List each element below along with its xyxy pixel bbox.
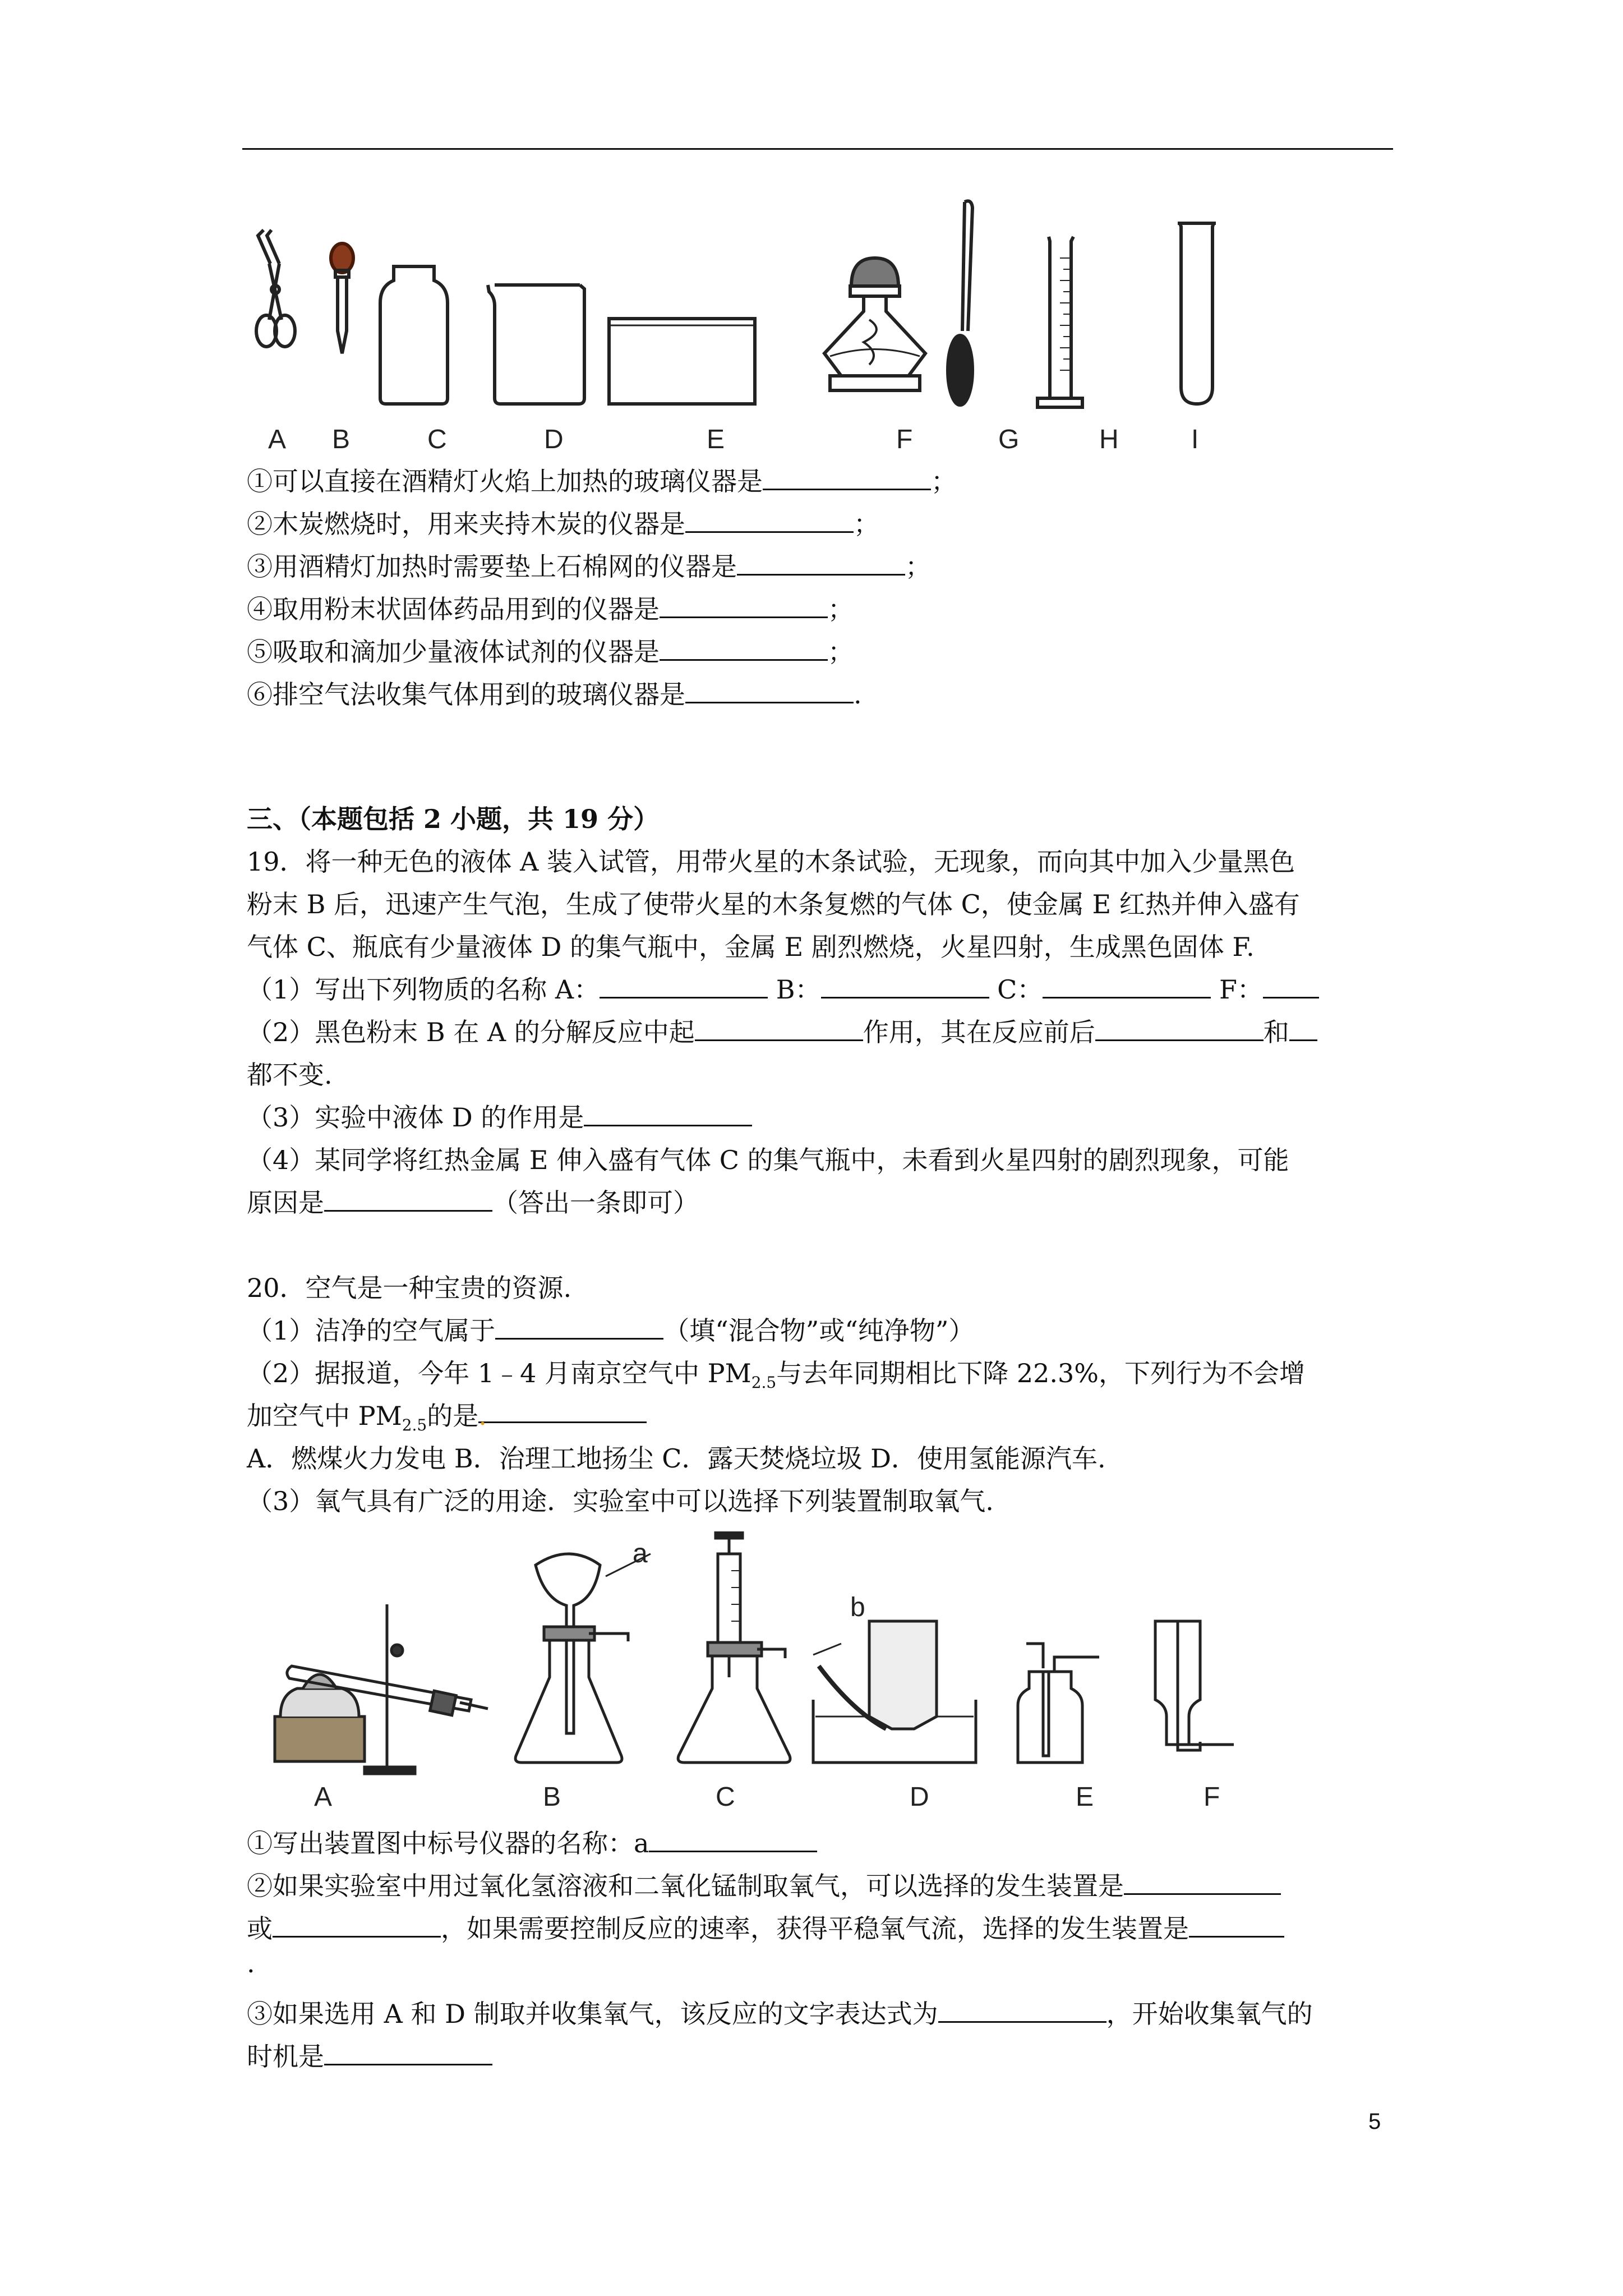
apparatus-figure	[247, 1531, 1290, 1795]
answer-blank[interactable]	[1189, 1913, 1284, 1938]
q20-options: A．燃煤火力发电 B．治理工地扬尘 C．露天焚烧垃圾 D．使用氢能源汽车.	[247, 1443, 1106, 1474]
fig2-label-f: F	[1204, 1782, 1220, 1812]
answer-blank[interactable]	[821, 974, 989, 999]
medicine-spoon-icon	[948, 201, 972, 405]
q19-part-1: （1）写出下列物质的名称 A： B： C： F：	[247, 973, 1319, 1006]
answer-blank[interactable]	[1043, 974, 1211, 999]
q18-item-2: ②木炭燃烧时，用来夹持木炭的仪器是 ；	[247, 509, 879, 539]
crucible-tongs-icon	[256, 230, 295, 347]
fig2-label-c: C	[716, 1782, 735, 1812]
fig2-label-e: E	[1076, 1782, 1094, 1812]
fig2-callout-a: a	[633, 1539, 648, 1568]
answer-blank[interactable]	[600, 974, 768, 999]
fig1-label-c: C	[427, 425, 447, 454]
q20-sub-3-cont: 时机是	[247, 2040, 492, 2073]
answer-blank[interactable]	[685, 679, 854, 703]
fig1-label-a: A	[268, 425, 287, 454]
q20-stem: 20．空气是一种宝贵的资源.	[247, 1273, 572, 1303]
answer-blank[interactable]	[938, 1999, 1106, 2023]
q20-sub-1: ①写出装置图中标号仪器的名称：a	[247, 1826, 817, 1860]
q20-part-2: （2）据报道，今年 1﹣4 月南京空气中 $PM_{2.5}$与去年同期相比下降 22.3%，下列行为不会增	[247, 1358, 1306, 1392]
answer-blank[interactable]	[324, 2041, 492, 2065]
q18-item-3: ③用酒精灯加热时需要垫上石棉网的仪器是 ；	[247, 551, 931, 582]
answer-blank[interactable]	[1263, 974, 1319, 999]
q20-sub-2-cont: 或 ，如果需要控制反应的速率，获得平稳氧气流，选择的发生装置是	[247, 1912, 1284, 1945]
q19-part-4: （4）某同学将红热金属 E 伸入盛有气体 C 的集气瓶中，未看到火星四射的剧烈现象，可能	[247, 1145, 1289, 1175]
q20-sub-2-end: .	[247, 1948, 255, 1978]
q20-part-3: （3）氧气具有广泛的用途．实验室中可以选择下列装置制取氧气.	[247, 1486, 994, 1516]
answer-blank[interactable]	[1124, 1871, 1281, 1895]
q18-item-1: ①可以直接在酒精灯火焰上加热的玻璃仪器是 ；	[247, 466, 957, 496]
fig1-label-d: D	[544, 425, 564, 454]
apparatus-d-icon	[813, 1621, 976, 1763]
apparatus-a-icon	[275, 1604, 488, 1774]
fig1-label-g: G	[998, 425, 1020, 454]
fig1-label-b: B	[332, 425, 351, 454]
answer-blank[interactable]	[660, 637, 828, 661]
answer-blank[interactable]	[324, 1188, 492, 1212]
fig2-label-b: B	[543, 1782, 561, 1812]
fig1-label-f: F	[896, 425, 913, 454]
answer-blank[interactable]	[685, 509, 854, 533]
q19-part-2: （2）黑色粉末 B 在 A 的分解反应中起 作用，其在反应前后 和	[247, 1015, 1317, 1049]
apparatus-f-icon	[1155, 1621, 1234, 1750]
fig1-label-e: E	[707, 425, 725, 454]
q18-item-4: ④取用粉末状固体药品用到的仪器是 ；	[247, 594, 854, 624]
answer-blank[interactable]	[495, 1315, 663, 1340]
q20-part-2-cont: 加空气中 $PM_{2.5}$的是.	[247, 1399, 647, 1442]
fig2-label-d: D	[910, 1782, 929, 1812]
q19-part-3: （3）实验中液体 D 的作用是	[247, 1101, 752, 1134]
fig1-label-i: I	[1191, 425, 1199, 454]
answer-blank[interactable]	[763, 466, 931, 490]
answer-blank[interactable]	[660, 594, 828, 618]
answer-blank[interactable]	[273, 1913, 441, 1938]
q19-stem-2: 粉末 B 后，迅速产生气泡，生成了使带火星的木条复燃的气体 C，使金属 E 红热并伸入盛有	[247, 889, 1300, 919]
fig2-callout-b: b	[850, 1593, 865, 1622]
fig1-label-h: H	[1099, 425, 1119, 454]
dropper-icon	[331, 243, 353, 353]
answer-blank[interactable]	[695, 1017, 863, 1041]
answer-blank[interactable]	[1095, 1017, 1264, 1041]
q20-part-1: （1）洁净的空气属于 （填“混合物”或“纯净物”）	[247, 1315, 975, 1346]
q19-stem-1: 19．将一种无色的液体 A 装入试管，用带火星的木条试验，无现象，而向其中加入少量黑色	[247, 846, 1295, 877]
test-tube-icon	[1178, 223, 1216, 404]
q19-part-4-cont: 原因是 （答出一条即可）	[247, 1188, 699, 1218]
graduated-cylinder-icon	[1038, 237, 1082, 407]
answer-blank[interactable]	[584, 1102, 752, 1126]
wide-mouth-bottle-icon	[380, 266, 448, 404]
apparatus-c-icon	[678, 1531, 790, 1763]
answer-blank[interactable]	[1289, 1017, 1317, 1041]
page-number: 5	[1368, 2109, 1381, 2134]
answer-blank[interactable]	[737, 551, 905, 576]
beaker-icon	[488, 285, 584, 404]
answer-blank[interactable]: .	[478, 1399, 647, 1423]
header-rule	[242, 148, 1393, 150]
fig2-label-a: A	[314, 1782, 333, 1812]
instruments-figure	[236, 191, 1234, 460]
q18-item-5: ⑤吸取和滴加少量液体试剂的仪器是 ；	[247, 637, 854, 667]
q18-item-6: ⑥排空气法收集气体用到的玻璃仪器是 .	[247, 679, 862, 710]
apparatus-e-icon	[1018, 1644, 1099, 1763]
q20-sub-2: ②如果实验室中用过氧化氢溶液和二氧化锰制取氧气，可以选择的发生装置是	[247, 1869, 1281, 1903]
alcohol-lamp-icon	[824, 258, 925, 390]
section-title: 三、（本题包括 2 小题，共 19 分）	[247, 804, 660, 834]
apparatus-b-icon	[515, 1554, 651, 1763]
q20-sub-3: ③如果选用 A 和 D 制取并收集氧气，该反应的文字表达式为 ，开始收集氧气的	[247, 1999, 1313, 2029]
q19-stem-3: 气体 C、瓶底有少量液体 D 的集气瓶中，金属 E 剧烈燃烧，火星四射，生成黑色固体 F.	[247, 932, 1255, 962]
answer-blank[interactable]	[649, 1828, 817, 1852]
q19-part-2-cont: 都不变.	[247, 1060, 333, 1090]
water-trough-icon	[609, 319, 755, 404]
